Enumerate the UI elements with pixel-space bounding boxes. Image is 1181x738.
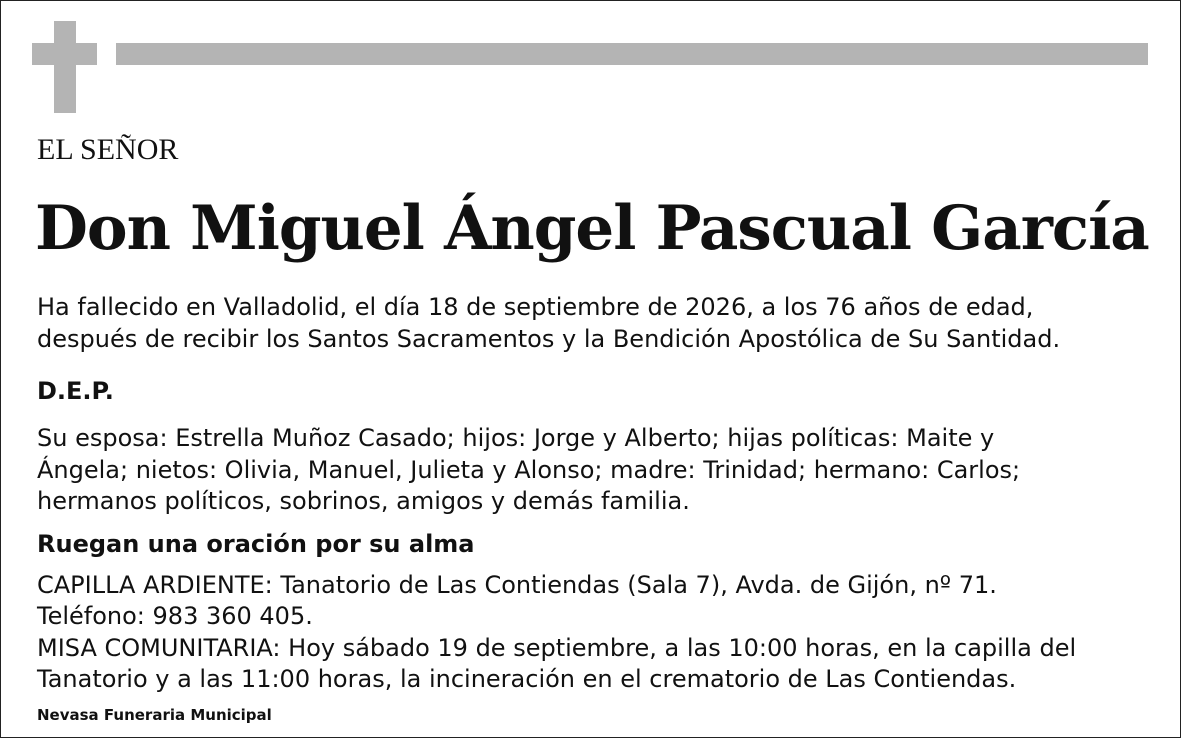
service-line: Teléfono: 983 360 405. [37, 602, 313, 630]
service-line: CAPILLA ARDIENTE: Tanatorio de Las Contiendas (Sala 7), Avda. de Gijón, nº 71. [37, 571, 997, 599]
cross-icon [32, 21, 97, 113]
service-line: Tanatorio y a las 11:00 horas, la incineración en el crematorio de Las Contiendas. [37, 665, 1017, 693]
death-line: Ha fallecido en Valladolid, el día 18 de septiembre de 2026, a los 76 años de edad, [37, 293, 1034, 321]
family-line: Ángela; nietos: Olivia, Manuel, Julieta y Alonso; madre: Trinidad; hermano: Carlos; [37, 456, 1021, 484]
honorific: EL SEÑOR [37, 133, 179, 166]
service-line: MISA COMUNITARIA: Hoy sábado 19 de septiembre, a las 10:00 horas, en la capilla del [37, 634, 1077, 662]
deceased-name: Don Miguel Ángel Pascual García [35, 193, 1149, 264]
family-line: Su esposa: Estrella Muñoz Casado; hijos: Jorge y Alberto; hijas políticas: Maite y [37, 424, 995, 452]
dep-label: D.E.P. [37, 377, 114, 405]
death-line: después de recibir los Santos Sacramentos y la Bendición Apostólica de Su Santidad. [37, 325, 1061, 353]
prayer-request: Ruegan una oración por su alma [37, 530, 475, 558]
family-line: hermanos políticos, sobrinos, amigos y demás familia. [37, 487, 690, 515]
header-bar [116, 43, 1148, 65]
funeral-home: Nevasa Funeraria Municipal [37, 706, 272, 724]
